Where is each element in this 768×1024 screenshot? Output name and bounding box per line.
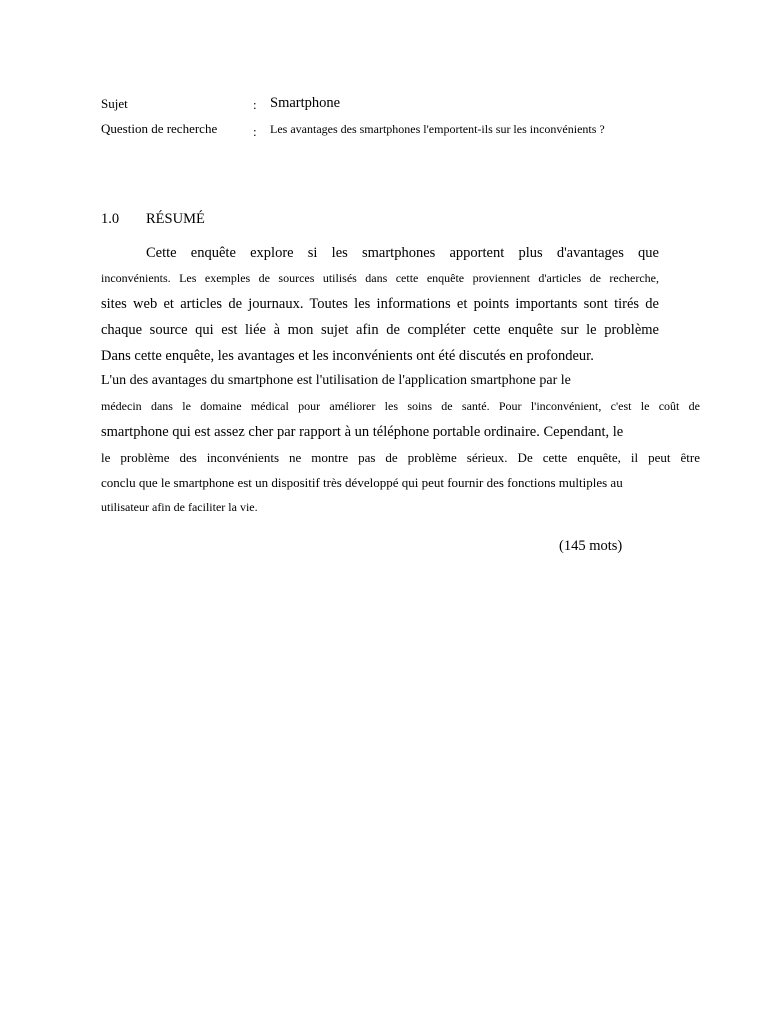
research-question-colon: : <box>253 124 257 139</box>
research-question-value: Les avantages des smartphones l'emportent-ils sur les inconvénients ? <box>270 122 605 136</box>
abstract-line: Dans cette enquête, les avantages et les inconvénients ont été discutés en profondeur. <box>101 348 594 364</box>
research-question-label: Question de recherche <box>101 121 218 136</box>
word-count: (145 mots) <box>559 538 623 554</box>
abstract-line: smartphone qui est assez cher par rapport à un téléphone portable ordinaire. Cependant, le <box>101 424 624 440</box>
abstract-line: sites web et articles de journaux. Toutes les informations et points importants sont tirés de <box>101 296 659 312</box>
abstract-line: utilisateur afin de faciliter la vie. <box>101 500 258 514</box>
subject-label: Sujet <box>101 96 128 111</box>
abstract-line: le problème des inconvénients ne montre pas de problème sérieux. De cette enquête, il peut être <box>101 450 700 465</box>
section-number: 1.0 <box>101 211 120 227</box>
abstract-line: chaque source qui est liée à mon sujet afin de compléter cette enquête sur le problème <box>101 322 659 338</box>
abstract-line: L'un des avantages du smartphone est l'utilisation de l'application smartphone par le <box>101 373 571 388</box>
subject-value: Smartphone <box>270 95 341 111</box>
abstract-line: médecin dans le domaine médical pour améliorer les soins de santé. Pour l'inconvénient, c'est le coût de <box>101 399 700 413</box>
abstract-line: conclu que le smartphone est un dispositif très développé qui peut fournir des fonctions multiples au <box>101 475 623 490</box>
abstract-line: inconvénients. Les exemples de sources utilisés dans cette enquête proviennent d'articles de recherche, <box>101 271 659 285</box>
subject-colon: : <box>253 97 257 112</box>
section-title: RÉSUMÉ <box>146 211 205 227</box>
abstract-line: Cette enquête explore si les smartphones apportent plus d'avantages que <box>146 245 659 261</box>
